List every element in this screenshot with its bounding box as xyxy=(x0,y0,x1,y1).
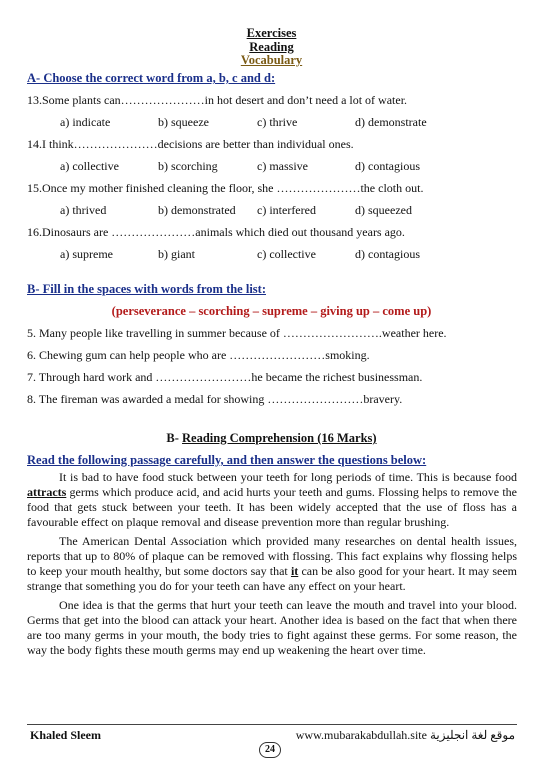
option: b) giant xyxy=(158,247,195,261)
question-14: 14.I think…………………decisions are better than individual ones. xyxy=(27,137,354,151)
option: d) contagious xyxy=(355,159,420,173)
fill-item-8: 8. The fireman was awarded a medal for showing ……………………bravery. xyxy=(27,392,403,406)
fill-item-7: 7. Through hard work and ……………………he became the richest businessman. xyxy=(27,370,423,384)
reading-title-main: Reading Comprehension (16 Marks) xyxy=(182,431,377,445)
page-number: 24 xyxy=(259,742,281,758)
reading-title-prefix: B- xyxy=(166,431,183,445)
title-vocabulary: Vocabulary xyxy=(240,53,303,67)
question-13-options xyxy=(60,115,475,130)
passage-highlight-attracts: attracts xyxy=(27,485,67,499)
page-titles xyxy=(0,27,543,68)
option: a) supreme xyxy=(60,247,113,261)
option: d) demonstrate xyxy=(355,115,427,129)
passage-text: germs which produce acid, and acid hurts your teeth and gums. Flossing helps to remove the food that gets stuck between your teeth. It has been widely accepted that the use of floss has a favourable effect on plaque removal and disease prevention more than regular brushing. xyxy=(27,485,517,529)
question-15-options xyxy=(60,203,475,218)
passage-highlight-it: it xyxy=(290,564,299,578)
passage-paragraph-2 xyxy=(27,534,517,594)
title-reading: Reading xyxy=(249,39,294,54)
option: c) massive xyxy=(257,159,308,173)
passage-text: It is bad to have food stuck between your teeth for long periods of time. This is because food xyxy=(59,470,517,484)
section-b-fill-heading: B- Fill in the spaces with words from the list: xyxy=(27,282,266,296)
footer-author: Khaled Sleem xyxy=(30,728,101,742)
option: b) demonstrated xyxy=(158,203,236,217)
fill-item-6: 6. Chewing gum can help people who are ……………………smoking. xyxy=(27,348,370,362)
passage-paragraph-1 xyxy=(27,470,517,530)
option: a) collective xyxy=(60,159,119,173)
option: b) scorching xyxy=(158,159,218,173)
footer-site: www.mubarakabdullah.site موقع لغة انجليزية xyxy=(295,728,515,742)
option: d) contagious xyxy=(355,247,420,261)
option: c) interfered xyxy=(257,203,316,217)
reading-passage xyxy=(27,470,517,658)
footer-divider xyxy=(27,724,517,725)
section-a-heading: A- Choose the correct word from a, b, c and d: xyxy=(27,71,276,85)
option: c) thrive xyxy=(257,115,298,129)
reading-comprehension-title xyxy=(0,431,543,446)
option: a) thrived xyxy=(60,203,107,217)
question-15: 15.Once my mother finished cleaning the floor, she …………………the cloth out. xyxy=(27,181,424,195)
word-list: (perseverance – scorching – supreme – giving up – come up) xyxy=(111,304,432,318)
reading-instruction: Read the following passage carefully, and then answer the questions below: xyxy=(27,453,427,467)
passage-paragraph-3: One idea is that the germs that hurt your teeth can leave the mouth and travel into your blood. Germs that get into the blood can attack your heart. Another idea is based on the fact that when there are too many germs in your mouth, the body tries to fight against these germs. For some reason, the way the body fights these mouth germs may end up weakening the heart over time. xyxy=(27,598,517,657)
question-16-options xyxy=(60,247,475,262)
question-13: 13.Some plants can…………………in hot desert and don’t need a lot of water. xyxy=(27,93,408,107)
option: c) collective xyxy=(257,247,316,261)
option: a) indicate xyxy=(60,115,111,129)
option: d) squeezed xyxy=(355,203,412,217)
passage-text: can be also good for your heart. It may seem strange that something you do for your teeth can have any effect on your heart. xyxy=(27,564,517,593)
question-16: 16.Dinosaurs are …………………animals which died out thousand years ago. xyxy=(27,225,405,239)
fill-item-5: 5. Many people like travelling in summer because of …………………….weather here. xyxy=(27,326,447,340)
passage-text: The American Dental Association which provided many researches on dental health issues, reports that up to 80% of plaque can be removed with flossing. This fact explains why flossing helps to keep your mouth healthy, but some doctors say that xyxy=(27,534,517,578)
option: b) squeeze xyxy=(158,115,209,129)
question-14-options xyxy=(60,159,475,174)
title-exercises: Exercises xyxy=(246,26,297,40)
